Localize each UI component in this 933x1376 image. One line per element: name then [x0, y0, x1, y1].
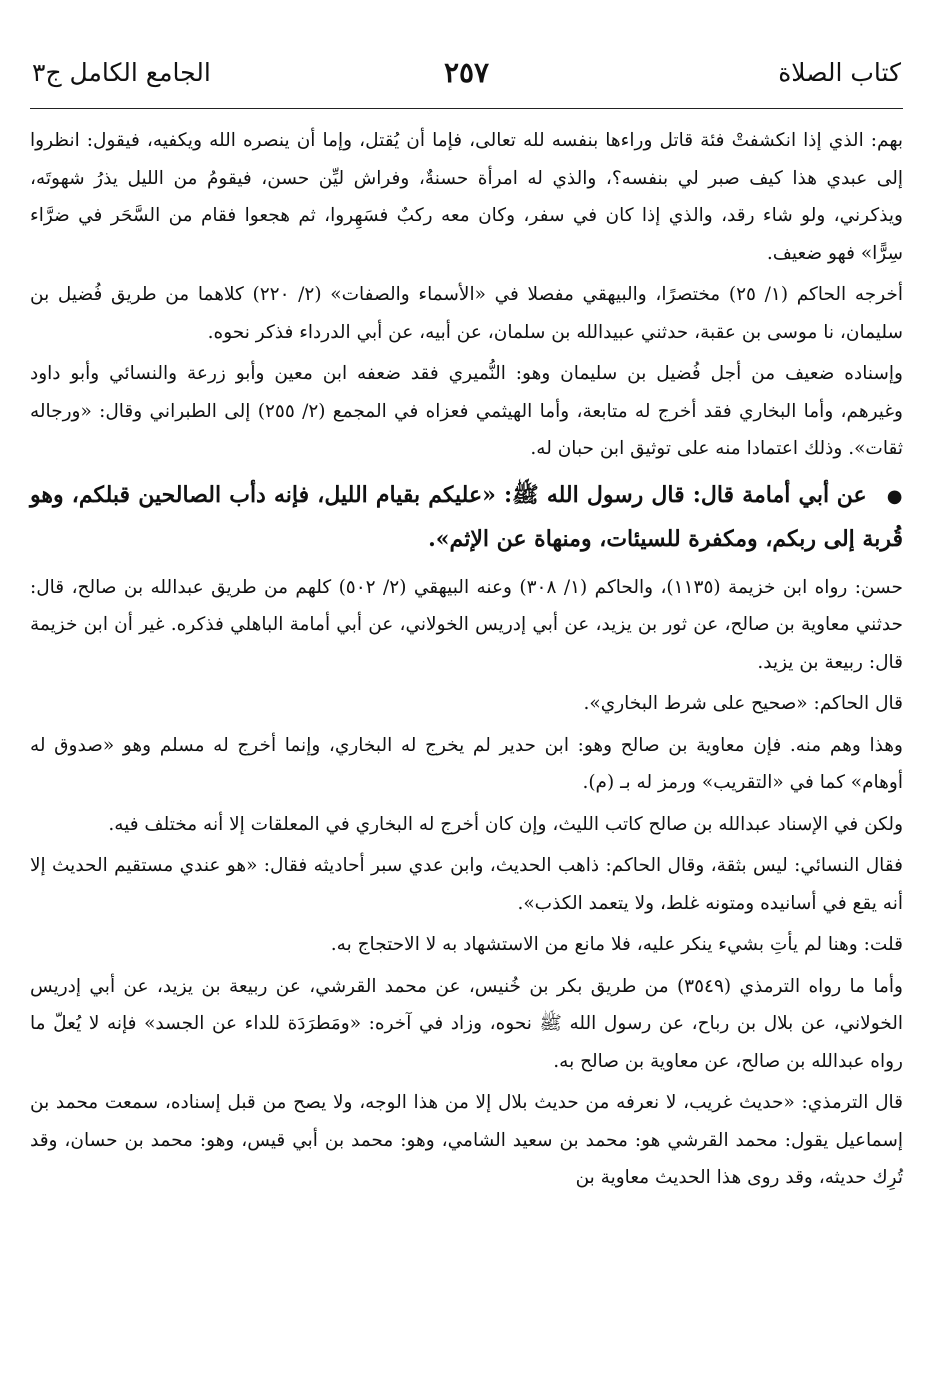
paragraph-8: فقال النسائي: ليس بثقة، وقال الحاكم: ذاهب الحديث، وابن عدي سبر أحاديثه فقال: «هو عندي مستقيم الحديث إلا أنه يقع في أسانيده ومتونه غلط، ولا يتعمد الكذب». — [30, 855, 903, 914]
book-title: الجامع الكامل ج٣ — [32, 58, 211, 87]
hadith-body: عن أبي أمامة قال: قال رسول الله ﷺ: «عليكم بقيام الليل، فإنه دأب الصالحين قبلكم، وهو قُربة إلى ربكم، ومكفرة للسيئات، ومنهاة عن الإثم». — [30, 481, 903, 552]
header-divider — [30, 108, 903, 109]
paragraph-7: ولكن في الإسناد عبدالله بن صالح كاتب الليث، وإن كان أخرج له البخاري في المعلقات إلا أنه مختلف فيه. — [108, 813, 903, 835]
paragraph-5: قال الحاكم: «صحيح على شرط البخاري». — [583, 693, 903, 714]
page-body — [30, 122, 903, 1201]
paragraph-4: حسن: رواه ابن خزيمة (١١٣٥)، والحاكم (١/ ٣٠٨) وعنه البيهقي (٢/ ٥٠٢) كلهم من طريق عبدالله بن صالح، قال: حدثني معاوية بن صالح، عن ثور بن يزيد، عن أبي إدريس الخولاني، عن أبي أمامة الباهلي فذكره. غير أن ابن خزيمة قال: ربيعة بن يزيد. — [30, 576, 903, 673]
paragraph-1: بهم: الذي إذا انكشفتْ فئة قاتل وراءها بنفسه لله تعالى، فإما أن يُقتل، وإما أن ينصره الله ويكفيه، فيقول: انظروا إلى عبدي هذا كيف صبر لي بنفسه؟، والذي له امرأة حسنةٌ، وفراش ليِّن حسن، فيقومُ من الليل يذرُ شهوتَه، ويذكرني، ولو شاء رقد، والذي إذا كان في سفر، وكان معه ركبٌ فسَهِروا، ثم هجعوا فقام من السَّحَر في ضرَّاء سِرًّا» فهو ضعيف. — [30, 130, 903, 264]
paragraph-6: وهذا وهم منه. فإن معاوية بن صالح وهو: ابن حدير لم يخرج له البخاري، وإنما أخرج له مسلم وهو «صدوق له أوهام» كما في «التقريب» ورمز له بـ (م). — [30, 734, 903, 793]
page-header — [32, 52, 901, 108]
paragraph-10: وأما ما رواه الترمذي (٣٥٤٩) من طريق بكر بن خُنيس، عن محمد القرشي، عن ربيعة بن يزيد، عن أبي إدريس الخولاني، عن بلال بن رباح، عن رسول الله ﷺ نحوه، وزاد في آخره: «ومَطرَدَة للداء عن الجسد» فإنه لا يُعلّ ما رواه عبدالله بن صالح، عن معاوية بن صالح به. — [30, 975, 903, 1072]
hadith-text — [30, 474, 903, 561]
bullet-icon: ● — [886, 485, 903, 507]
paragraph-2: أخرجه الحاكم (١/ ٢٥) مختصرًا، والبيهقي مفصلا في «الأسماء والصفات» (٢/ ٢٢٠) كلاهما من طريق فُضيل بن سليمان، نا موسى بن عقبة، حدثني عبيدالله بن سلمان، عن أبيه، عن أبي الدرداء فذكر نحوه. — [30, 284, 903, 343]
chapter-title: كتاب الصلاة — [778, 58, 901, 87]
page-number: ٢٥٧ — [443, 56, 490, 89]
paragraph-3: وإسناده ضعيف من أجل فُضيل بن سليمان وهو: النُّميري فقد ضعفه ابن معين وأبو زرعة والنسائي وأبو داود وغيرهم، وأما البخاري فقد أخرج له متابعة، وأما الهيثمي فعزاه في المجمع (٢/ ٢٥٥) إلى الطبراني وقال: «ورجاله ثقات». وذلك اعتمادا منه على توثيق ابن حبان له. — [30, 363, 903, 459]
paragraph-9: قلت: وهنا لم يأتِ بشيء ينكر عليه، فلا مانع من الاستشهاد به لا الاحتجاج به. — [330, 934, 903, 955]
paragraph-11: قال الترمذي: «حديث غريب، لا نعرفه من حديث بلال إلا من هذا الوجه، ولا يصح من قبل إسناده، سمعت محمد بن إسماعيل يقول: محمد القرشي هو: محمد بن سعيد الشامي، وهو: محمد بن أبي قيس، وهو: محمد بن حسان، وقد تُرِك حديثه، وقد روى هذا الحديث معاوية بن — [30, 1092, 903, 1188]
